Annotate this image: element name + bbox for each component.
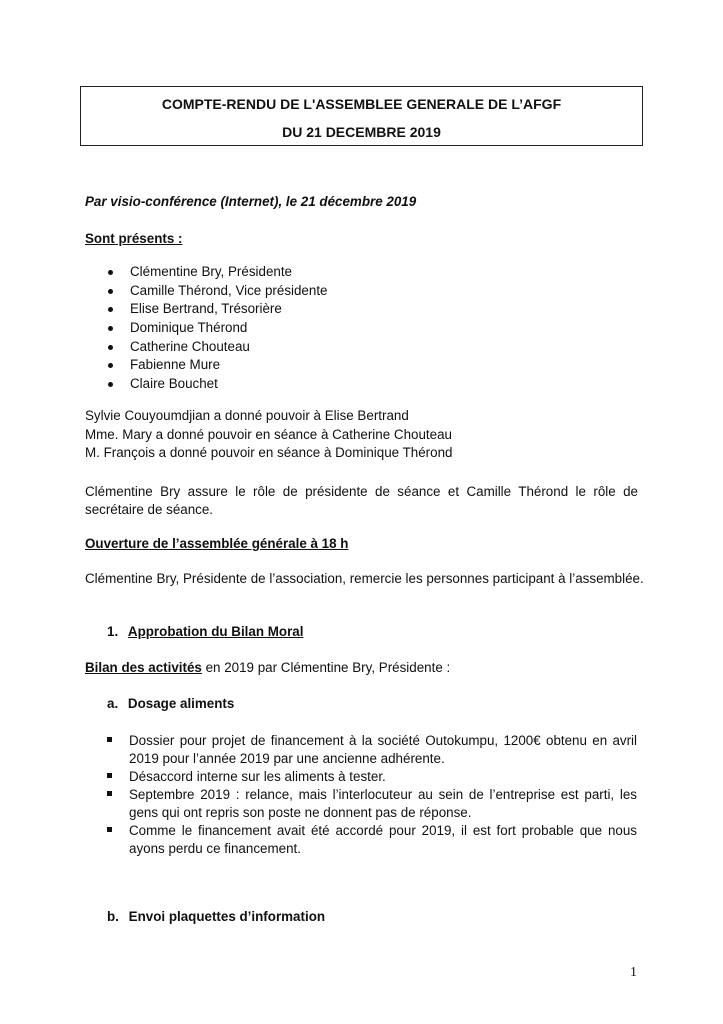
list-item: Catherine Chouteau	[108, 338, 328, 357]
section-number: 1.	[107, 624, 119, 639]
subsection-title: Dosage aliments	[127, 696, 235, 711]
bullet-icon	[108, 289, 113, 294]
document-title: COMPTE-RENDU DE L'ASSEMBLEE GENERALE DE L’AFGF	[161, 96, 562, 112]
bullet-icon	[108, 270, 113, 275]
roles-paragraph: Clémentine Bry assure le rôle de présidente de séance et Camille Thérond le rôle de secrétaire de séance.	[85, 484, 638, 517]
subsection-letter: a.	[107, 696, 119, 711]
bullet-icon	[108, 307, 113, 312]
subsection-letter: b.	[107, 909, 119, 924]
section-title: Approbation du Bilan Moral	[127, 624, 304, 639]
page-number: 1	[630, 965, 637, 980]
proxy-line: Mme. Mary a donné pouvoir en séance à Catherine Chouteau	[85, 427, 452, 442]
document-date-title: DU 21 DECEMBRE 2019	[282, 124, 441, 140]
square-bullet-icon	[107, 737, 112, 742]
subsection-a-heading	[107, 696, 234, 711]
proxy-line: Sylvie Couyoumdjian a donné pouvoir à Elise Bertrand	[85, 408, 409, 423]
list-item: Camille Thérond, Vice présidente	[108, 282, 328, 301]
present-heading: Sont présents :	[85, 231, 183, 246]
section-1-heading	[107, 624, 303, 639]
subsection-b-heading	[107, 909, 325, 924]
list-item: Dominique Thérond	[108, 319, 328, 338]
list-item: Claire Bouchet	[108, 375, 328, 394]
square-bullet-icon	[107, 791, 112, 796]
list-item: Elise Bertrand, Trésorière	[108, 300, 328, 319]
list-item: Dossier pour projet de financement à la société Outokumpu, 1200€ obtenu en avril 2019 pour l’année 2019 par une ancienne adhérente.	[107, 732, 637, 768]
bullet-icon	[108, 326, 113, 331]
present-list	[108, 263, 328, 394]
dosage-list	[107, 732, 637, 858]
proxy-line: M. François a donné pouvoir en séance à Dominique Thérond	[85, 445, 453, 460]
list-item: Clémentine Bry, Présidente	[108, 263, 328, 282]
opening-text: Clémentine Bry, Présidente de l’association, remercie les personnes participant à l’assemblée.	[85, 571, 644, 586]
subsection-title: Envoi plaquettes d’information	[128, 909, 326, 924]
bullet-icon	[108, 345, 113, 350]
list-item: Comme le financement avait été accordé pour 2019, il est fort probable que nous ayons perdu ce financement.	[107, 822, 637, 858]
list-item: Désaccord interne sur les aliments à tester.	[107, 768, 637, 786]
bilan-label: Bilan des activités	[85, 660, 202, 675]
meeting-intro: Par visio-conférence (Internet), le 21 décembre 2019	[85, 194, 417, 209]
bullet-icon	[108, 382, 113, 387]
bilan-text: en 2019 par Clémentine Bry, Présidente :	[201, 660, 451, 675]
bilan-line	[85, 660, 450, 675]
document-title-box	[80, 86, 643, 146]
square-bullet-icon	[107, 773, 112, 778]
list-item: Septembre 2019 : relance, mais l’interlocuteur au sein de l’entreprise est parti, les gens qui ont repris son poste ne donnent pas de réponse.	[107, 786, 637, 822]
square-bullet-icon	[107, 827, 112, 832]
opening-heading: Ouverture de l’assemblée générale à 18 h	[85, 536, 349, 551]
bullet-icon	[108, 363, 113, 368]
list-item: Fabienne Mure	[108, 356, 328, 375]
